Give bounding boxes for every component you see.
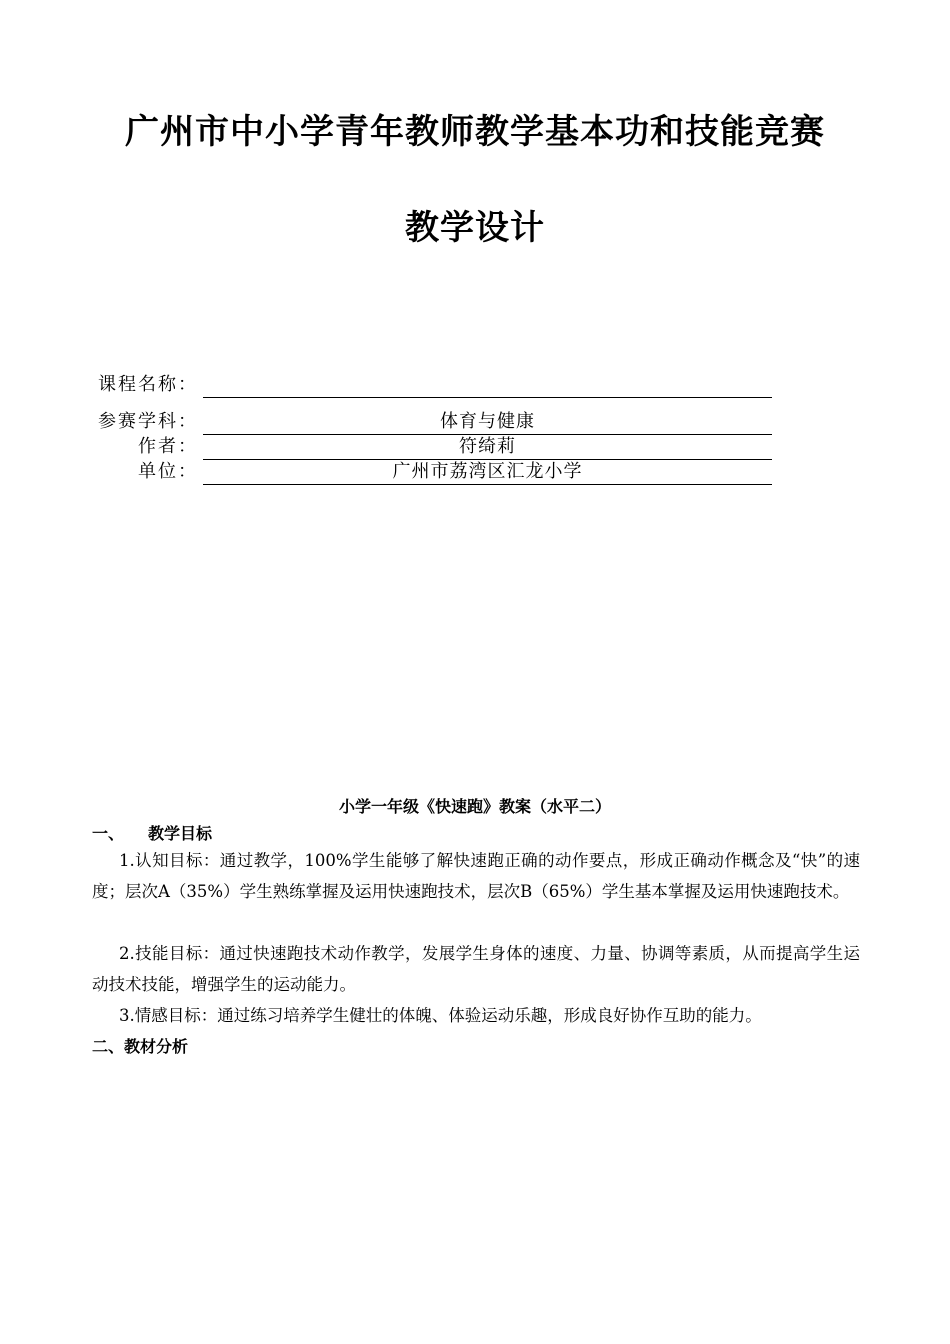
goal-skill: 2.技能目标：通过快速跑技术动作教学，发展学生身体的速度、力量、协调等素质，从而提高学生运动技术技能，增强学生的运动能力。 — [92, 944, 860, 994]
page-title: 广州市中小学青年教师教学基本功和技能竞赛 — [125, 112, 825, 152]
section-title: 教学目标 — [148, 824, 213, 843]
unit-label: 单位： — [138, 461, 198, 482]
subject-value: 体育与健康 — [440, 411, 535, 432]
page-subtitle: 教学设计 — [405, 208, 545, 248]
course-name-label: 课程名称： — [98, 374, 198, 395]
author-label: 作者： — [138, 436, 198, 457]
goal-affective: 3.情感目标：通过练习培养学生健壮的体魄、体验运动乐趣，形成良好协作互助的能力。 — [119, 1006, 762, 1025]
goal-cognitive: 1.认知目标：通过教学，100%学生能够了解快速跑正确的动作要点，形成正确动作概念及“快”的速度；层次A（35%）学生熟练掌握及运用快速跑技术，层次B（65%）学生基本掌握及运用快速跑技术。 — [92, 851, 860, 901]
unit-field — [0, 459, 950, 485]
course-name-underline — [203, 373, 772, 398]
section-number: 一、 — [92, 824, 125, 843]
unit-underline — [203, 460, 772, 485]
unit-value: 广州市荔湾区汇龙小学 — [392, 461, 583, 482]
section-heading-material-analysis: 二、教材分析 — [92, 1037, 189, 1056]
author-value: 符绮莉 — [459, 436, 516, 457]
course-name-field — [0, 372, 950, 398]
subject-label: 参赛学科： — [98, 411, 198, 432]
lesson-plan-title: 小学一年级《快速跑》教案（水平二） — [338, 797, 611, 816]
section-heading-teaching-goals — [92, 821, 212, 844]
